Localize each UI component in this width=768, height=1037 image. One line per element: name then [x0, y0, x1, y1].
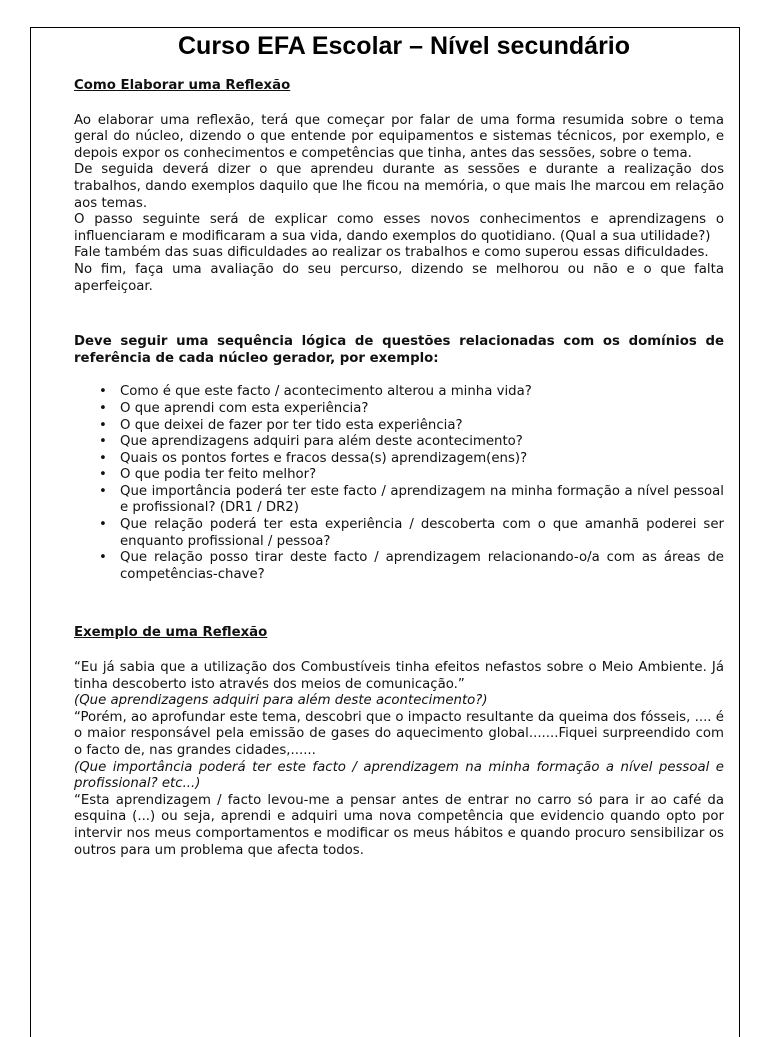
list-item: • Como é que este facto / acontecimento alterou a minha vida? [74, 384, 724, 401]
paragraph-next-step: O passo seguinte será de explicar como esses novos conhecimentos e aprendizagens o influenciaram e modificaram a sua vida, dando exemplos do quotidiano. (Qual a sua utilidade?) [74, 212, 724, 244]
document-page [30, 27, 740, 1037]
section-heading-como-elaborar: Como Elaborar uma Reflexão [74, 78, 291, 93]
paragraph-intro: Ao elaborar uma reflexão, terá que começar por falar de uma forma resumida sobre o tema geral do núcleo, dizendo o que entende por equipamentos e sistemas técnicos, por exemplo, e depois expor os conhecimentos e competências que tinha, antes das sessões, sobre o tema. [74, 112, 724, 161]
questions-list [74, 384, 724, 583]
list-item: • Que aprendizagens adquiri para além deste acontecimento? [74, 434, 724, 451]
page-title: Curso EFA Escolar – Nível secundário [178, 32, 631, 60]
paragraph-learned: De seguida deverá dizer o que aprendeu durante as sessões e durante a realização dos trabalhos, dando exemplos daquilo que lhe ficou na memória, o que mais lhe marcou em relação aos temas. [74, 162, 724, 211]
list-item: • Que importância poderá ter este facto / aprendizagem na minha formação a nível pessoal e profissional? (DR1 / DR2) [74, 484, 724, 517]
list-item: • O que aprendi com esta experiência? [74, 401, 724, 418]
example-reflection [74, 660, 724, 859]
example-prompt-1: (Que aprendizagens adquiri para além deste acontecimento?) [74, 693, 488, 709]
document-content [74, 28, 724, 859]
sequence-lead: Deve seguir uma sequência lógica de questões relacionadas com os domínios de referência de cada núcleo gerador, por exemplo: [74, 334, 724, 366]
section-heading-exemplo: Exemplo de uma Reflexão [74, 625, 268, 641]
paragraph-difficulties: Fale também das suas dificuldades ao realizar os trabalhos e como superou essas dificuldades. [74, 245, 709, 261]
example-prompt-2: (Que importância poderá ter este facto / aprendizagem na minha formação a nível pessoal e profissional? etc...) [74, 759, 724, 792]
list-item: • O que deixei de fazer por ter tido esta experiência? [74, 418, 724, 435]
paragraph-evaluation: No fim, faça uma avaliação do seu percurso, dizendo se melhorou ou não e o que falta aperfeiçoar. [74, 261, 724, 294]
list-item: • Que relação posso tirar deste facto / aprendizagem relacionando-o/a com as áreas de competências-chave? [74, 550, 724, 583]
example-quote-2: “Porém, ao aprofundar este tema, descobri que o impacto resultante da queima dos fósseis, .... é o maior responsável pela emissão de gases do aquecimento global.......Fiquei surpreendido com o facto de, nas grandes cidades,...... [74, 709, 724, 758]
list-item: • Quais os pontos fortes e fracos dessa(s) aprendizagem(ens)? [74, 451, 724, 468]
example-quote-1: “Eu já sabia que a utilização dos Combustíveis tinha efeitos nefastos sobre o Meio Ambiente. Já tinha descoberto isto através dos meios de comunicação.” [74, 660, 724, 692]
example-quote-3: “Esta aprendizagem / facto levou-me a pensar antes de entrar no carro só para ir ao café da esquina (...) ou seja, aprendi e adquiri uma nova competência que evidencio quando opto por intervir nos meus comportamentos e modificar os meus hábitos e quando procuro sensibilizar os outros para um problema que afecta todos. [74, 792, 724, 858]
list-item: • O que podia ter feito melhor? [74, 467, 724, 484]
list-item: • Que relação poderá ter esta experiência / descoberta com o que amanhã poderei ser enquanto profissional / pessoa? [74, 517, 724, 550]
